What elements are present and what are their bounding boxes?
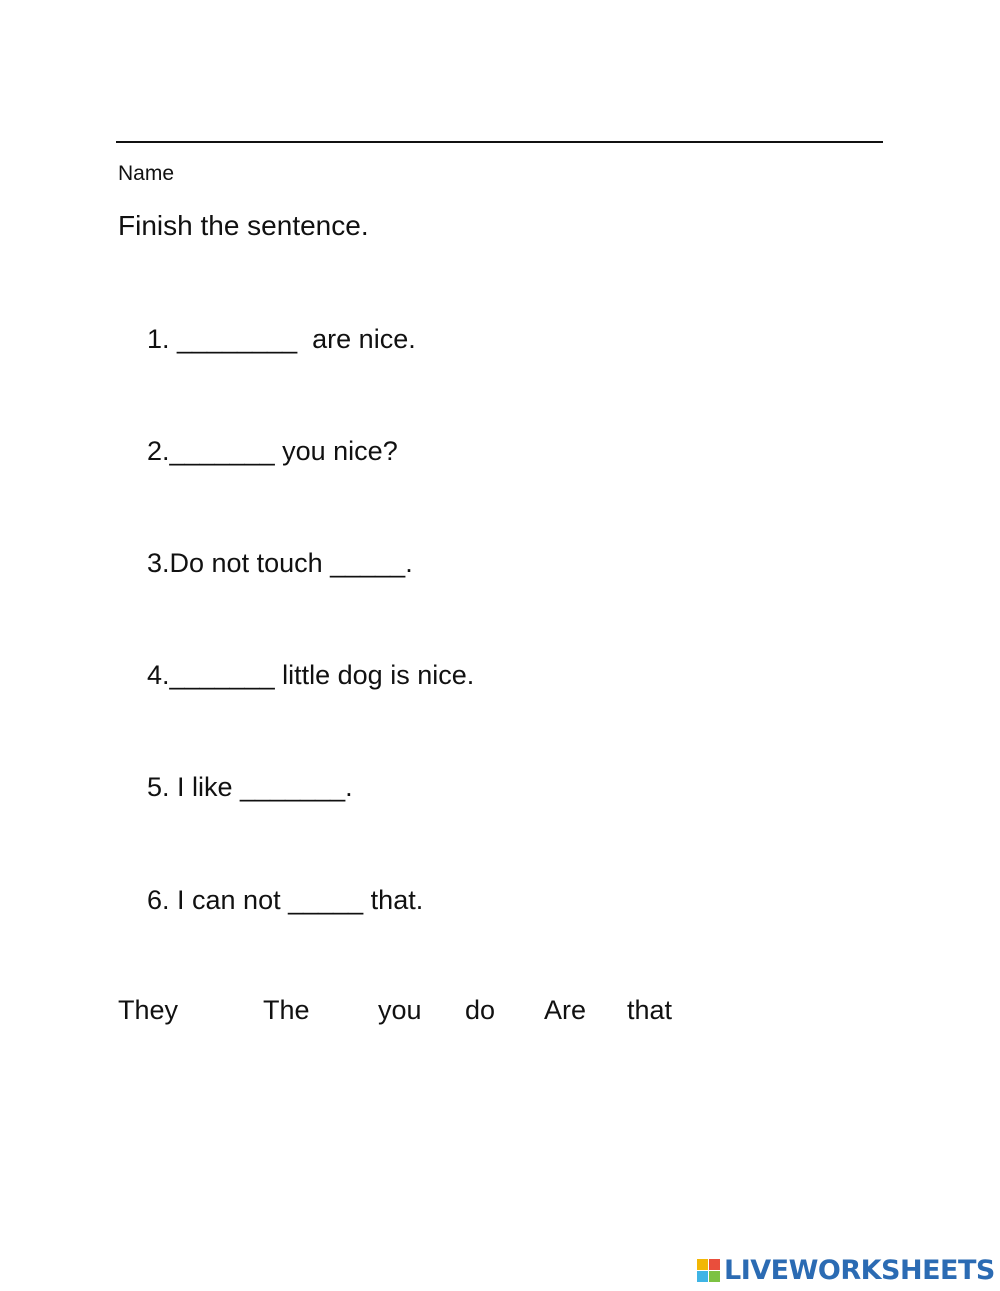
liveworksheets-brand — [697, 1255, 995, 1287]
brand-wordmark: LIVEWORKSHEETS — [724, 1255, 995, 1286]
liveworksheets-logo-icon — [697, 1259, 721, 1283]
word-bank-item: Are — [544, 995, 587, 1025]
word-bank-item: They — [118, 995, 179, 1025]
question-2: 2._______ you nice? — [147, 436, 398, 466]
word-bank-item: do — [465, 995, 496, 1025]
question-5: 5. I like _______. — [147, 772, 353, 802]
question-6: 6. I can not _____ that. — [147, 885, 424, 915]
word-bank-item: that — [627, 995, 673, 1025]
logo-tile — [709, 1271, 720, 1282]
logo-tile — [709, 1259, 720, 1270]
word-bank-item: you — [378, 995, 422, 1025]
question-1: 1. ________ are nice. — [147, 324, 416, 354]
name-write-line — [116, 141, 883, 143]
name-label: Name — [118, 162, 175, 185]
word-bank — [0, 992, 1000, 1032]
question-3: 3.Do not touch _____. — [147, 548, 413, 578]
logo-tile — [697, 1271, 708, 1282]
logo-tile — [697, 1259, 708, 1270]
word-bank-item: The — [263, 995, 310, 1025]
question-4: 4._______ little dog is nice. — [147, 660, 475, 690]
instruction-heading: Finish the sentence. — [118, 210, 369, 241]
